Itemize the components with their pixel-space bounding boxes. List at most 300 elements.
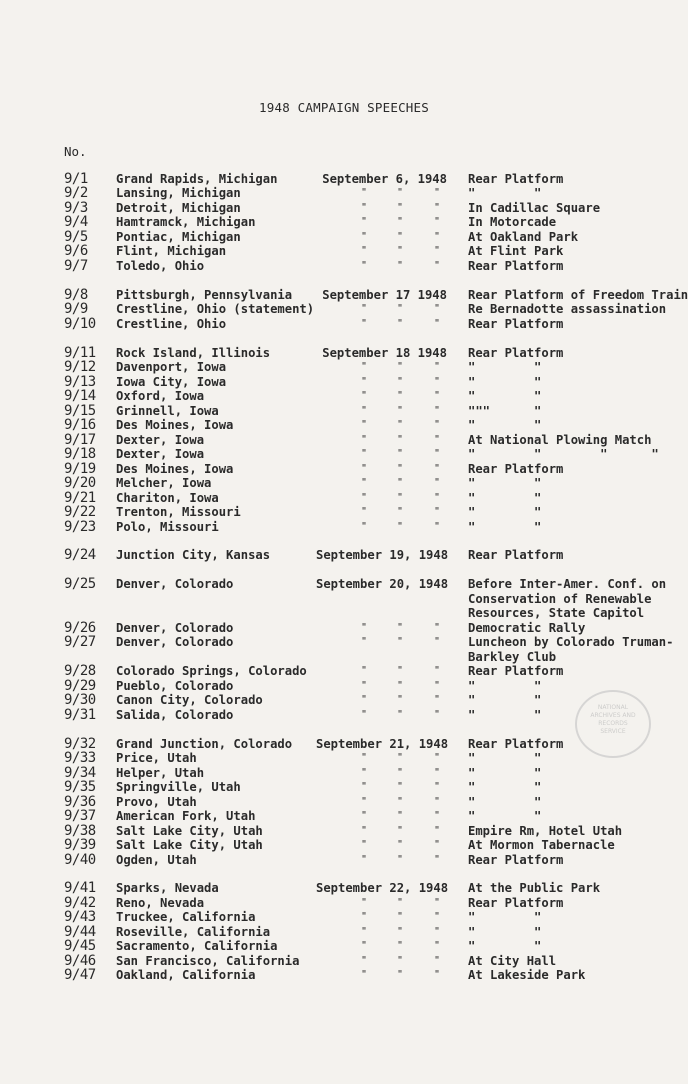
ditto-mark: " — [433, 202, 441, 213]
ditto-mark: " — [396, 303, 404, 314]
ditto-mark: " — [433, 361, 441, 372]
ditto-mark: " — [433, 767, 441, 778]
ditto-mark: " — [396, 361, 404, 372]
ditto-mark: " — [360, 202, 368, 213]
ditto-mark: " — [396, 825, 404, 836]
ditto-mark: " — [360, 405, 368, 416]
speech-occasion: Resources, State Capitol — [468, 606, 645, 620]
ditto-mark: " — [360, 839, 368, 850]
speech-occasion: " " — [468, 186, 542, 200]
speech-number: 9/25 — [64, 576, 96, 592]
speech-location: Colorado Springs, Colorado — [116, 664, 307, 678]
ditto-mark: " — [360, 767, 368, 778]
ditto-mark: " — [433, 506, 441, 517]
speech-location: Roseville, California — [116, 925, 271, 939]
speech-location: Pueblo, Colorado — [116, 679, 234, 693]
speech-number: 9/42 — [64, 895, 96, 911]
ditto-mark: " — [433, 521, 441, 532]
speech-number: 9/9 — [64, 301, 88, 317]
speech-location: Sparks, Nevada — [116, 881, 219, 895]
speech-location: Hamtramck, Michigan — [116, 215, 256, 229]
speech-number: 9/44 — [64, 924, 96, 940]
speech-row — [0, 346, 688, 361]
speech-row — [0, 664, 688, 679]
speech-location: Salt Lake City, Utah — [116, 838, 263, 852]
speech-location: Denver, Colorado — [116, 635, 234, 649]
ditto-mark: " — [433, 492, 441, 503]
ditto-mark: " — [396, 781, 404, 792]
ditto-mark: " — [396, 955, 404, 966]
ditto-mark: " — [396, 810, 404, 821]
ditto-mark: " — [433, 231, 441, 242]
speech-number: 9/22 — [64, 504, 96, 520]
speech-number: 9/26 — [64, 620, 96, 636]
speech-row — [0, 635, 688, 650]
speech-occasion: At the Public Park — [468, 881, 601, 895]
ditto-mark: " — [396, 419, 404, 430]
speech-occasion: Before Inter-Amer. Conf. on — [468, 577, 667, 591]
ditto-mark: " — [360, 752, 368, 763]
speech-number: 9/1 — [64, 171, 88, 187]
ditto-mark: " — [433, 911, 441, 922]
page-title: 1948 CAMPAIGN SPEECHES — [259, 100, 429, 115]
speech-occasion: " " — [468, 795, 542, 809]
speech-location: Price, Utah — [116, 751, 197, 765]
speech-row — [0, 795, 688, 810]
speech-row — [0, 389, 688, 404]
speech-row — [0, 606, 688, 621]
speech-row — [0, 201, 688, 216]
speech-location: American Fork, Utah — [116, 809, 256, 823]
speech-row — [0, 418, 688, 433]
speech-location: Dexter, Iowa — [116, 447, 205, 461]
ditto-mark: " — [396, 405, 404, 416]
ditto-mark: " — [433, 318, 441, 329]
ditto-mark: " — [433, 680, 441, 691]
speech-occasion: " " — [468, 476, 542, 490]
speech-number: 9/27 — [64, 634, 96, 650]
speech-number: 9/40 — [64, 852, 96, 868]
speech-number: 9/23 — [64, 519, 96, 535]
ditto-mark: " — [360, 926, 368, 937]
speech-number: 9/31 — [64, 707, 96, 723]
speech-number: 9/6 — [64, 243, 88, 259]
speech-occasion: Rear Platform — [468, 172, 564, 186]
speech-occasion: Rear Platform of Freedom Train — [468, 288, 688, 302]
ditto-mark: " — [396, 897, 404, 908]
speech-row — [0, 910, 688, 925]
speech-row — [0, 404, 688, 419]
speech-location: Oakland, California — [116, 968, 256, 982]
speech-number: 9/43 — [64, 909, 96, 925]
ditto-mark: " — [433, 434, 441, 445]
speech-row — [0, 172, 688, 187]
ditto-mark: " — [360, 854, 368, 865]
speech-occasion: " " — [468, 751, 542, 765]
speech-location: Trenton, Missouri — [116, 505, 241, 519]
speech-occasion: " " " " — [468, 447, 659, 461]
ditto-mark: " — [396, 318, 404, 329]
ditto-mark: " — [396, 694, 404, 705]
speech-number: 9/18 — [64, 446, 96, 462]
speech-number: 9/24 — [64, 547, 96, 563]
speech-occasion: Rear Platform — [468, 259, 564, 273]
ditto-mark: " — [396, 245, 404, 256]
speech-date: September 20, 1948 — [316, 577, 449, 591]
ditto-mark: " — [396, 796, 404, 807]
ditto-mark: " — [360, 636, 368, 647]
speech-row — [0, 577, 688, 592]
ditto-mark: " — [396, 767, 404, 778]
ditto-mark: " — [360, 665, 368, 676]
ditto-mark: " — [360, 680, 368, 691]
speech-occasion: " " — [468, 679, 542, 693]
ditto-mark: " — [360, 477, 368, 488]
speech-occasion: " " — [468, 520, 542, 534]
ditto-mark: " — [396, 506, 404, 517]
ditto-mark: " — [433, 839, 441, 850]
speech-number: 9/46 — [64, 953, 96, 969]
speech-number: 9/15 — [64, 403, 96, 419]
speech-location: Des Moines, Iowa — [116, 462, 234, 476]
speech-row — [0, 317, 688, 332]
ditto-mark: " — [360, 622, 368, 633]
ditto-mark: " — [396, 448, 404, 459]
speech-occasion: " " — [468, 708, 542, 722]
speech-row — [0, 491, 688, 506]
ditto-mark: " — [433, 636, 441, 647]
speech-date: September 6, 1948 — [322, 172, 447, 186]
speech-occasion: At Lakeside Park — [468, 968, 586, 982]
ditto-mark: " — [396, 376, 404, 387]
ditto-mark: " — [360, 825, 368, 836]
speech-number: 9/41 — [64, 880, 96, 896]
speech-row — [0, 433, 688, 448]
speech-number: 9/13 — [64, 374, 96, 390]
speech-location: Canon City, Colorado — [116, 693, 263, 707]
speech-occasion: Rear Platform — [468, 462, 564, 476]
speech-location: Melcher, Iowa — [116, 476, 212, 490]
speech-row — [0, 215, 688, 230]
ditto-mark: " — [360, 376, 368, 387]
speech-number: 9/10 — [64, 316, 96, 332]
speech-row — [0, 244, 688, 259]
ditto-mark: " — [433, 854, 441, 865]
ditto-mark: " — [360, 911, 368, 922]
speech-row — [0, 288, 688, 303]
speech-occasion: " " — [468, 809, 542, 823]
speech-location: Des Moines, Iowa — [116, 418, 234, 432]
ditto-mark: " — [360, 231, 368, 242]
speech-number: 9/38 — [64, 823, 96, 839]
speech-occasion: " " — [468, 939, 542, 953]
speech-number: 9/21 — [64, 490, 96, 506]
speech-row — [0, 230, 688, 245]
speech-location: Rock Island, Illinois — [116, 346, 271, 360]
speech-location: Crestline, Ohio — [116, 317, 227, 331]
ditto-mark: " — [396, 839, 404, 850]
speech-occasion: " " — [468, 780, 542, 794]
speech-date: September 22, 1948 — [316, 881, 449, 895]
speech-number: 9/14 — [64, 388, 96, 404]
ditto-mark: " — [433, 187, 441, 198]
ditto-mark: " — [396, 969, 404, 980]
speech-row — [0, 186, 688, 201]
ditto-mark: " — [433, 622, 441, 633]
speech-occasion: At Flint Park — [468, 244, 564, 258]
ditto-mark: " — [396, 680, 404, 691]
speech-row — [0, 621, 688, 636]
speech-number: 9/39 — [64, 837, 96, 853]
ditto-mark: " — [396, 752, 404, 763]
speech-occasion: At City Hall — [468, 954, 557, 968]
ditto-mark: " — [433, 260, 441, 271]
ditto-mark: " — [433, 940, 441, 951]
ditto-mark: " — [433, 245, 441, 256]
speech-number: 9/5 — [64, 229, 88, 245]
speech-occasion: Rear Platform — [468, 317, 564, 331]
speech-occasion: At Oakland Park — [468, 230, 579, 244]
ditto-mark: " — [433, 376, 441, 387]
speech-location: Polo, Missouri — [116, 520, 219, 534]
speech-row — [0, 809, 688, 824]
ditto-mark: " — [396, 260, 404, 271]
speech-number: 9/36 — [64, 794, 96, 810]
speech-row — [0, 939, 688, 954]
speech-location: San Francisco, California — [116, 954, 300, 968]
speech-number: 9/7 — [64, 258, 88, 274]
speech-occasion: " " — [468, 360, 542, 374]
speech-location: Junction City, Kansas — [116, 548, 271, 562]
ditto-mark: " — [360, 940, 368, 951]
ditto-mark: " — [433, 419, 441, 430]
speech-location: Salt Lake City, Utah — [116, 824, 263, 838]
archives-stamp: NATIONAL ARCHIVES AND RECORDS SERVICE — [575, 690, 651, 758]
speech-row — [0, 954, 688, 969]
speech-number: 9/33 — [64, 750, 96, 766]
ditto-mark: " — [360, 521, 368, 532]
ditto-mark: " — [433, 709, 441, 720]
speech-occasion: " " — [468, 491, 542, 505]
speech-location: Ogden, Utah — [116, 853, 197, 867]
ditto-mark: " — [360, 434, 368, 445]
ditto-mark: " — [360, 318, 368, 329]
speech-row — [0, 766, 688, 781]
speech-location: Reno, Nevada — [116, 896, 205, 910]
speech-location: Denver, Colorado — [116, 621, 234, 635]
speech-occasion: " " — [468, 389, 542, 403]
speech-location: Pittsburgh, Pennsylvania — [116, 288, 293, 302]
speech-row — [0, 520, 688, 535]
speech-number: 9/4 — [64, 214, 88, 230]
ditto-mark: " — [360, 796, 368, 807]
speech-location: Sacramento, California — [116, 939, 278, 953]
ditto-mark: " — [396, 187, 404, 198]
speech-occasion: Rear Platform — [468, 664, 564, 678]
speech-row — [0, 476, 688, 491]
speech-row — [0, 780, 688, 795]
ditto-mark: " — [396, 390, 404, 401]
speech-location: Grand Rapids, Michigan — [116, 172, 278, 186]
ditto-mark: " — [396, 231, 404, 242]
speech-location: Oxford, Iowa — [116, 389, 205, 403]
ditto-mark: " — [360, 245, 368, 256]
ditto-mark: " — [433, 390, 441, 401]
ditto-mark: " — [396, 202, 404, 213]
ditto-mark: " — [396, 463, 404, 474]
ditto-mark: " — [433, 781, 441, 792]
ditto-mark: " — [433, 665, 441, 676]
speech-occasion: Empire Rm, Hotel Utah — [468, 824, 623, 838]
ditto-mark: " — [433, 796, 441, 807]
ditto-mark: " — [360, 260, 368, 271]
speech-row — [0, 462, 688, 477]
ditto-mark: " — [433, 448, 441, 459]
speech-row — [0, 679, 688, 694]
ditto-mark: " — [433, 405, 441, 416]
ditto-mark: " — [396, 940, 404, 951]
speech-occasion: In Motorcade — [468, 215, 557, 229]
ditto-mark: " — [396, 665, 404, 676]
speech-occasion: Rear Platform — [468, 548, 564, 562]
ditto-mark: " — [433, 752, 441, 763]
ditto-mark: " — [396, 477, 404, 488]
speech-row — [0, 650, 688, 665]
ditto-mark: " — [360, 810, 368, 821]
speech-location: Springville, Utah — [116, 780, 241, 794]
speech-row — [0, 548, 688, 563]
ditto-mark: " — [433, 477, 441, 488]
speech-occasion: Rear Platform — [468, 737, 564, 751]
speech-number: 9/3 — [64, 200, 88, 216]
speech-location: Dexter, Iowa — [116, 433, 205, 447]
speech-number: 9/12 — [64, 359, 96, 375]
speech-number: 9/32 — [64, 736, 96, 752]
speech-occasion: " " — [468, 925, 542, 939]
speech-date: September 17 1948 — [322, 288, 447, 302]
speech-row — [0, 751, 688, 766]
speech-occasion: Barkley Club — [468, 650, 557, 664]
ditto-mark: " — [433, 694, 441, 705]
ditto-mark: " — [433, 897, 441, 908]
speech-location: Davenport, Iowa — [116, 360, 227, 374]
speech-date: September 19, 1948 — [316, 548, 449, 562]
speech-location: Salida, Colorado — [116, 708, 234, 722]
ditto-mark: " — [360, 694, 368, 705]
speech-location: Chariton, Iowa — [116, 491, 219, 505]
speech-row — [0, 592, 688, 607]
speech-occasion: " " — [468, 766, 542, 780]
speech-location: Toledo, Ohio — [116, 259, 205, 273]
speech-occasion: At Mormon Tabernacle — [468, 838, 615, 852]
ditto-mark: " — [433, 303, 441, 314]
ditto-mark: " — [433, 969, 441, 980]
speech-occasion: Re Bernadotte assassination — [468, 302, 667, 316]
speech-occasion: " " — [468, 418, 542, 432]
speech-occasion: Rear Platform — [468, 853, 564, 867]
speech-location: Helper, Utah — [116, 766, 205, 780]
speech-number: 9/30 — [64, 692, 96, 708]
speech-number: 9/35 — [64, 779, 96, 795]
ditto-mark: " — [360, 361, 368, 372]
ditto-mark: " — [360, 897, 368, 908]
number-column-header: No. — [64, 144, 87, 159]
speech-number: 9/17 — [64, 432, 96, 448]
speech-number: 9/11 — [64, 345, 96, 361]
speech-location: Grand Junction, Colorado — [116, 737, 293, 751]
speech-date: September 21, 1948 — [316, 737, 449, 751]
speech-number: 9/34 — [64, 765, 96, 781]
speech-row — [0, 881, 688, 896]
ditto-mark: " — [396, 854, 404, 865]
speech-occasion: """ " — [468, 404, 542, 418]
speech-location: Lansing, Michigan — [116, 186, 241, 200]
speech-number: 9/37 — [64, 808, 96, 824]
ditto-mark: " — [360, 448, 368, 459]
ditto-mark: " — [396, 709, 404, 720]
ditto-mark: " — [360, 781, 368, 792]
speech-number: 9/19 — [64, 461, 96, 477]
ditto-mark: " — [360, 969, 368, 980]
speech-occasion: At National Plowing Match — [468, 433, 652, 447]
speech-occasion: Conservation of Renewable — [468, 592, 652, 606]
speech-location: Crestline, Ohio (statement) — [116, 302, 315, 316]
speech-location: Pontiac, Michigan — [116, 230, 241, 244]
speech-occasion: Luncheon by Colorado Truman- — [468, 635, 674, 649]
ditto-mark: " — [396, 434, 404, 445]
ditto-mark: " — [360, 419, 368, 430]
ditto-mark: " — [433, 810, 441, 821]
ditto-mark: " — [396, 926, 404, 937]
speech-row — [0, 259, 688, 274]
ditto-mark: " — [360, 390, 368, 401]
ditto-mark: " — [396, 911, 404, 922]
ditto-mark: " — [433, 463, 441, 474]
ditto-mark: " — [396, 492, 404, 503]
speech-occasion: In Cadillac Square — [468, 201, 601, 215]
speech-number: 9/47 — [64, 967, 96, 983]
speech-row — [0, 360, 688, 375]
speech-occasion: Democratic Rally — [468, 621, 586, 635]
speech-number: 9/45 — [64, 938, 96, 954]
speech-number: 9/20 — [64, 475, 96, 491]
speech-occasion: Rear Platform — [468, 896, 564, 910]
ditto-mark: " — [360, 216, 368, 227]
speech-row — [0, 968, 688, 983]
ditto-mark: " — [433, 216, 441, 227]
ditto-mark: " — [396, 521, 404, 532]
speech-location: Detroit, Michigan — [116, 201, 241, 215]
ditto-mark: " — [360, 187, 368, 198]
ditto-mark: " — [396, 622, 404, 633]
speech-row — [0, 838, 688, 853]
ditto-mark: " — [396, 636, 404, 647]
speech-row — [0, 824, 688, 839]
speech-occasion: " " — [468, 375, 542, 389]
ditto-mark: " — [360, 955, 368, 966]
ditto-mark: " — [433, 955, 441, 966]
speech-location: Grinnell, Iowa — [116, 404, 219, 418]
ditto-mark: " — [396, 216, 404, 227]
speech-location: Provo, Utah — [116, 795, 197, 809]
speech-location: Denver, Colorado — [116, 577, 234, 591]
speech-occasion: " " — [468, 505, 542, 519]
ditto-mark: " — [433, 825, 441, 836]
speech-row — [0, 375, 688, 390]
ditto-mark: " — [360, 506, 368, 517]
ditto-mark: " — [360, 303, 368, 314]
speech-row — [0, 925, 688, 940]
